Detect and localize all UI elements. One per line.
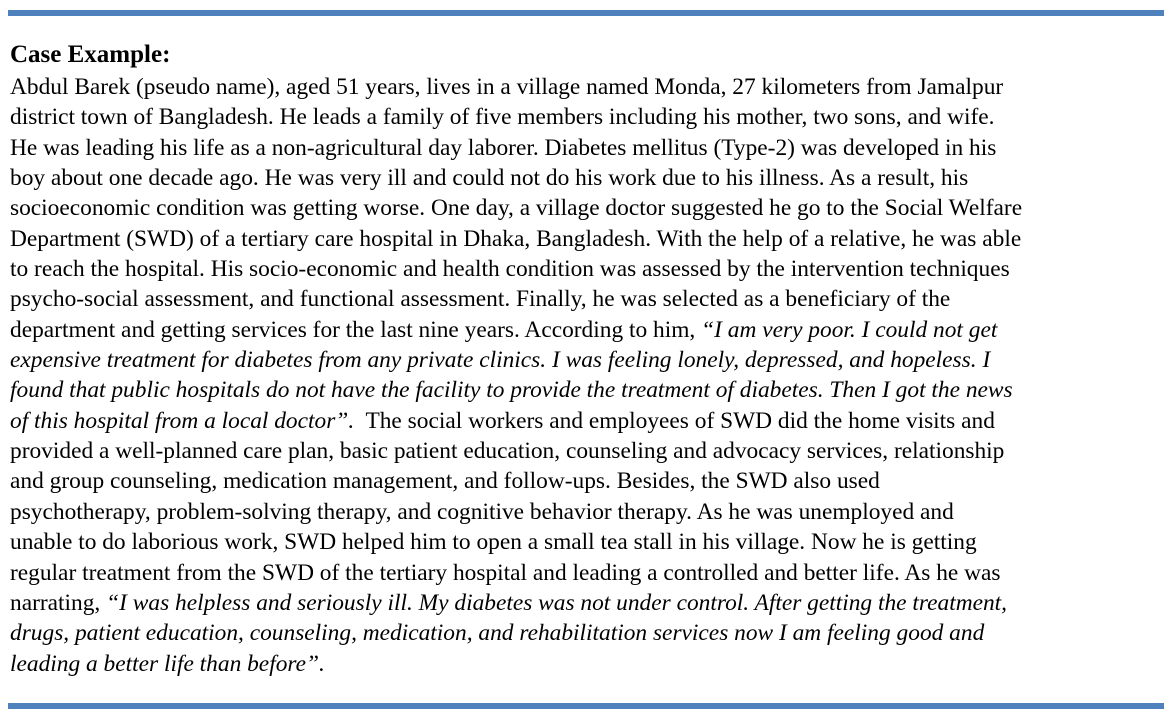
quoted-text-segment: expensive treatment for diabetes from any private clinics. I was feeling lonely, depressed, and hopeless. I xyxy=(10,347,991,374)
text-segment: psychotherapy, problem-solving therapy, and cognitive behavior therapy. As he was unemployed and xyxy=(10,498,954,525)
case-text-line xyxy=(10,345,1166,375)
case-text-line xyxy=(10,558,1166,588)
bottom-border-rule xyxy=(8,703,1164,709)
case-text-line xyxy=(10,315,1166,345)
text-segment: regular treatment from the SWD of the tertiary hospital and leading a controlled and better life. As he was xyxy=(10,559,1001,586)
case-text-line xyxy=(10,102,1166,132)
case-example-heading: Case Example: xyxy=(10,41,171,68)
case-text-line xyxy=(10,193,1166,223)
case-text-line xyxy=(10,72,1166,102)
text-segment: socioeconomic condition was getting worse. One day, a village doctor suggested he go to the Social Welfare xyxy=(10,195,1023,222)
text-segment: to reach the hospital. His socio-economic and health condition was assessed by the intervention techniques xyxy=(10,256,1010,283)
case-text-line xyxy=(10,649,1166,679)
case-text-line xyxy=(10,254,1166,284)
text-segment: narrating, xyxy=(10,589,107,616)
case-text-line xyxy=(10,527,1166,557)
text-segment: boy about one decade ago. He was very ill and could not do his work due to his illness. As a result, his xyxy=(10,165,969,192)
text-segment: unable to do laborious work, SWD helped him to open a small tea stall in his village. Now he is getting xyxy=(10,529,977,556)
text-segment: Abdul Barek (pseudo name), aged 51 years, lives in a village named Monda, 27 kilometers from Jamalpur xyxy=(10,74,1004,100)
text-segment: Department (SWD) of a tertiary care hospital in Dhaka, Bangladesh. With the help of a relative, he was able xyxy=(10,225,1022,252)
case-text-line xyxy=(10,497,1166,527)
text-segment: district town of Bangladesh. He leads a family of five members including his mother, two sons, and wife. xyxy=(10,104,995,131)
text-segment: He was leading his life as a non-agricultural day laborer. Diabetes mellitus (Type-2) was developed in his xyxy=(10,134,997,161)
case-example-content xyxy=(10,38,1166,679)
case-text-line xyxy=(10,588,1166,618)
quoted-text-segment: drugs, patient education, counseling, medication, and rehabilitation services now I am feeling good and xyxy=(10,620,985,647)
quoted-text-segment: leading a better life than before”. xyxy=(10,650,325,677)
quoted-text-segment: “I was helpless and seriously ill. My diabetes was not under control. After getting the treatment, xyxy=(106,589,1008,616)
quoted-text-segment: “I am very poor. I could not get xyxy=(701,316,998,343)
case-text-line xyxy=(10,133,1166,163)
case-text-line xyxy=(10,406,1166,436)
case-example-body xyxy=(10,72,1166,679)
text-segment: provided a well-planned care plan, basic patient education, counseling and advocacy services, relationship xyxy=(10,438,1005,465)
quoted-text-segment: found that public hospitals do not have the facility to provide the treatment of diabetes. Then I got the news xyxy=(10,377,1013,404)
case-text-line xyxy=(10,163,1166,193)
case-text-line xyxy=(10,618,1166,648)
top-border-rule xyxy=(8,10,1164,16)
case-text-line xyxy=(10,436,1166,466)
case-text-line xyxy=(10,224,1166,254)
case-text-line xyxy=(10,284,1166,314)
case-text-line xyxy=(10,466,1166,496)
text-segment: psycho-social assessment, and functional assessment. Finally, he was selected as a beneficiary of the xyxy=(10,286,951,313)
case-text-line xyxy=(10,375,1166,405)
case-example-box xyxy=(8,0,1164,719)
text-segment: and group counseling, medication management, and follow-ups. Besides, the SWD also used xyxy=(10,468,880,495)
quoted-text-segment: of this hospital from a local doctor”. xyxy=(10,407,355,434)
text-segment: The social workers and employees of SWD did the home visits and xyxy=(354,407,995,434)
text-segment: department and getting services for the last nine years. According to him, xyxy=(10,316,702,343)
